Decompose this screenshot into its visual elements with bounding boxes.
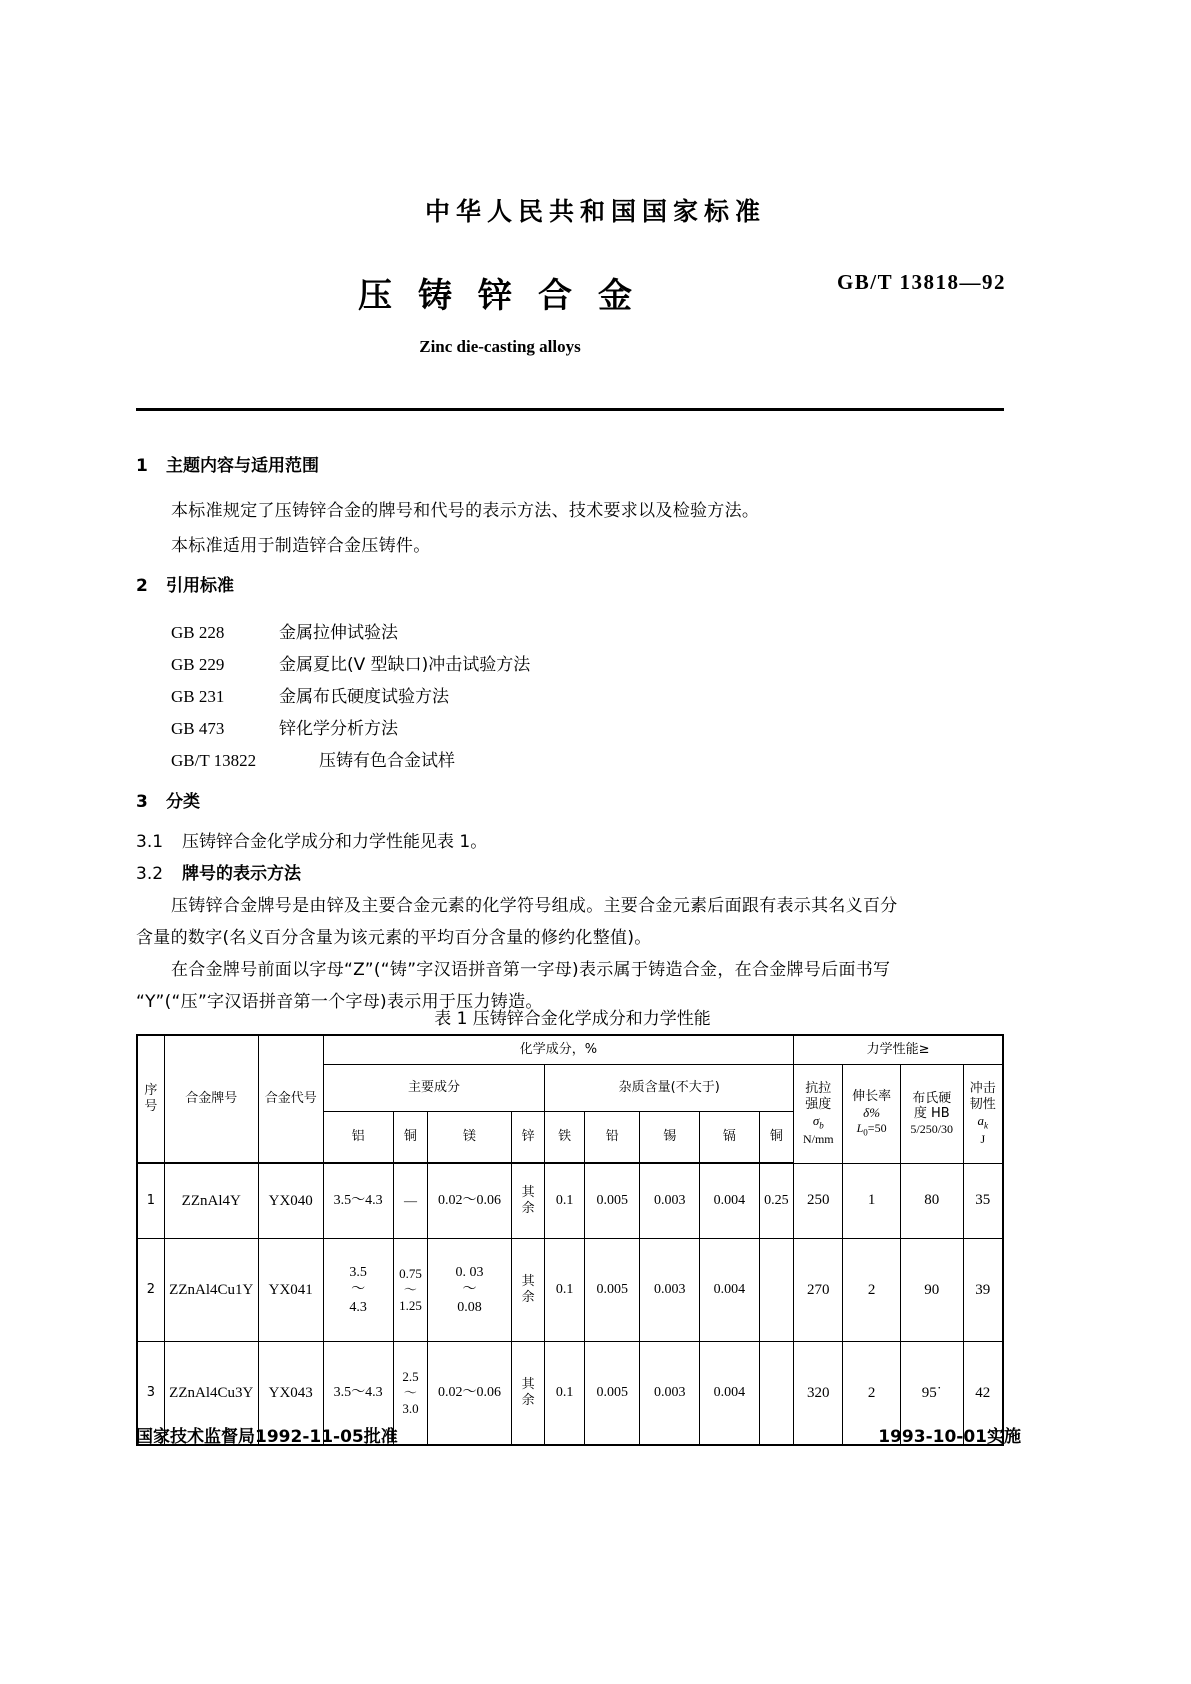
alloy-specification-table <box>136 1034 1004 1446</box>
cell-cu-line1: 2.5 <box>402 1369 419 1385</box>
section-1-paragraph-1: 本标准规定了压铸锌合金的牌号和代号的表示方法、技术要求以及检验方法。 <box>171 501 760 521</box>
cell-fe: 0.1 <box>545 1163 585 1239</box>
cell-tensile: 270 <box>794 1239 843 1342</box>
elongation-cond-pre: L <box>856 1120 864 1135</box>
impact-line2: 韧性 <box>969 1097 996 1113</box>
section-2-heading <box>136 571 234 596</box>
page-title: 压铸锌合金 <box>358 276 658 316</box>
page-title-english: Zinc die-casting alloys <box>419 337 581 356</box>
cell-index: 3 <box>137 1342 164 1446</box>
header-main-components: 主要成分 <box>323 1065 545 1112</box>
subsection-3-2-paragraph-2-line-2: “Y”(“压”字汉语拼音第一个字母)表示用于压力铸造。 <box>136 992 543 1012</box>
cell-mg <box>428 1239 512 1342</box>
cell-fe: 0.1 <box>545 1239 585 1342</box>
header-element-cd: 镉 <box>700 1112 760 1164</box>
cell-zn <box>511 1239 544 1342</box>
cell-pb: 0.005 <box>585 1163 640 1239</box>
cell-alloy-grade: ZZnAl4Cu1Y <box>164 1239 258 1342</box>
header-element-sn: 锡 <box>640 1112 700 1164</box>
impact-symbol: a <box>977 1113 985 1129</box>
cell-cd: 0.004 <box>700 1342 760 1446</box>
cell-impact: 35 <box>963 1163 1003 1239</box>
header-element-zn: 锌 <box>511 1112 544 1164</box>
header-element-fe: 铁 <box>545 1112 585 1164</box>
cell-cu-main <box>393 1239 428 1342</box>
cell-mg-line1: 0. 03 <box>455 1265 484 1281</box>
reference-title: 金属布氏硬度试验方法 <box>279 687 449 707</box>
cell-zn-line1: 其 <box>521 1274 535 1290</box>
cell-mg: 0.02～0.06 <box>428 1163 512 1239</box>
header-impurity-content: 杂质含量(不大于) <box>545 1065 794 1112</box>
header-element-mg: 镁 <box>428 1112 512 1164</box>
cell-cu-main: — <box>393 1163 428 1239</box>
cell-cd: 0.004 <box>700 1163 760 1239</box>
cell-zn-line2: 余 <box>521 1393 535 1408</box>
header-element-al: 铝 <box>323 1112 393 1164</box>
cell-hardness: 90 <box>900 1239 963 1342</box>
subsection-3-2-paragraph-2-line-1: 在合金牌号前面以字母“Z”(“铸”字汉语拼音第一字母)表示属于铸造合金，在合金牌号后面书写 <box>171 960 891 980</box>
cell-alloy-grade: ZZnAl4Cu3Y <box>164 1342 258 1446</box>
cell-alloy-code: YX041 <box>258 1239 323 1342</box>
reference-item-5 <box>171 746 455 771</box>
header-chemical-composition: 化学成分，% <box>323 1035 794 1065</box>
header-index-line2: 号 <box>144 1099 158 1114</box>
cell-tensile: 320 <box>794 1342 843 1446</box>
header-alloy-grade: 合金牌号 <box>164 1035 258 1163</box>
table-row <box>137 1163 1003 1239</box>
header-divider <box>136 408 1004 411</box>
cell-mg-line2: ～ <box>462 1282 477 1298</box>
header-element-cu-impurity: 铜 <box>759 1112 794 1164</box>
national-standard-header: 中华人民共和国国家标准 <box>424 197 766 226</box>
cell-cu-impurity <box>759 1239 794 1342</box>
reference-item-3 <box>171 682 449 707</box>
cell-al-line2: ～ <box>351 1282 366 1298</box>
reference-title: 压铸有色合金试样 <box>319 751 455 771</box>
tensile-unit: N/mm <box>802 1131 834 1146</box>
subsection-3-1-text: 压铸锌合金化学成分和力学性能见表 1。 <box>182 832 488 852</box>
cell-sn: 0.003 <box>640 1342 700 1446</box>
elongation-line1: 伸长率 <box>852 1089 892 1105</box>
cell-pb: 0.005 <box>585 1239 640 1342</box>
cell-al: 3.5～4.3 <box>323 1342 393 1446</box>
header-impact-toughness <box>963 1065 1003 1164</box>
hardness-condition: 5/250/30 <box>910 1122 954 1137</box>
reference-title: 锌化学分析方法 <box>279 719 398 739</box>
cell-mg: 0.02～0.06 <box>428 1342 512 1446</box>
cell-zn-line2: 余 <box>521 1201 535 1216</box>
impact-line1: 冲击 <box>969 1081 996 1097</box>
cell-cu-impurity: 0.25 <box>759 1163 794 1239</box>
cell-al-line3: 4.3 <box>349 1299 367 1315</box>
section-1-heading <box>136 451 319 476</box>
reference-title: 金属拉伸试验法 <box>279 623 398 643</box>
cell-sn: 0.003 <box>640 1163 700 1239</box>
impact-unit: J <box>980 1131 986 1146</box>
cell-alloy-code: YX040 <box>258 1163 323 1239</box>
reference-code: GB 473 <box>171 719 225 738</box>
header-brinell-hardness <box>900 1065 963 1164</box>
tensile-line2: 强度 <box>805 1097 832 1113</box>
reference-code: GB 231 <box>171 687 225 706</box>
header-elongation <box>843 1065 901 1164</box>
cell-al-line1: 3.5 <box>349 1265 367 1281</box>
cell-cu-line3: 3.0 <box>402 1400 419 1416</box>
cell-elongation: 2 <box>843 1342 901 1446</box>
cell-index: 2 <box>137 1239 164 1342</box>
footer-approval: 国家技术监督局1992-11-05批准 <box>136 1427 398 1447</box>
header-mechanical-properties: 力学性能≥ <box>794 1035 1003 1065</box>
cell-cu-line1: 0.75 <box>399 1266 422 1282</box>
section-2-title: 引用标准 <box>166 576 234 596</box>
cell-impact: 42 <box>963 1342 1003 1446</box>
section-2-number: 2 <box>136 576 148 596</box>
cell-elongation: 1 <box>843 1163 901 1239</box>
cell-sn: 0.003 <box>640 1239 700 1342</box>
cell-zn <box>511 1342 544 1446</box>
cell-cu-line2: ～ <box>403 1282 417 1298</box>
reference-code: GB 228 <box>171 623 225 642</box>
section-3-number: 3 <box>136 792 148 812</box>
subsection-3-1 <box>136 827 487 852</box>
cell-cu-main <box>393 1342 428 1446</box>
reference-code: GB 229 <box>171 655 225 674</box>
footer-effective-date: 1993-10-01实施 <box>878 1427 1021 1447</box>
elongation-cond-post: =50 <box>867 1120 887 1135</box>
header-index <box>137 1035 164 1163</box>
subsection-3-1-number: 3.1 <box>136 832 164 852</box>
cell-al: 3.5～4.3 <box>323 1163 393 1239</box>
cell-hardness: 95˙ <box>900 1342 963 1446</box>
cell-fe: 0.1 <box>545 1342 585 1446</box>
cell-cu-line3: 1.25 <box>399 1297 422 1313</box>
tensile-line1: 抗拉 <box>805 1081 832 1097</box>
elongation-symbol: δ% <box>863 1105 881 1121</box>
cell-pb: 0.005 <box>585 1342 640 1446</box>
cell-hardness: 80 <box>900 1163 963 1239</box>
reference-item-4 <box>171 714 398 739</box>
cell-zn-line1: 其 <box>521 1377 535 1393</box>
cell-cu-impurity <box>759 1342 794 1446</box>
section-1-paragraph-2: 本标准适用于制造锌合金压铸件。 <box>171 536 431 556</box>
section-1-title: 主题内容与适用范围 <box>166 456 319 476</box>
subsection-3-2-number: 3.2 <box>136 864 164 884</box>
subsection-3-2-paragraph-1-line-2: 含量的数字(名义百分含量为该元素的平均百分含量的修约化整值)。 <box>136 928 652 948</box>
cell-elongation: 2 <box>843 1239 901 1342</box>
reference-title: 金属夏比(V 型缺口)冲击试验方法 <box>279 655 531 675</box>
cell-al <box>323 1239 393 1342</box>
elongation-cond-sub: 0 <box>863 1127 868 1138</box>
section-3-title: 分类 <box>166 792 200 812</box>
header-element-cu-main: 铜 <box>393 1112 428 1164</box>
hardness-line1: 布氏硬 <box>912 1090 952 1106</box>
header-index-line1: 序 <box>144 1083 158 1099</box>
header-tensile-strength <box>794 1065 843 1164</box>
hardness-line2: 度 HB <box>913 1106 950 1122</box>
subsection-3-2-title: 牌号的表示方法 <box>182 864 301 884</box>
cell-index: 1 <box>137 1163 164 1239</box>
section-3-heading <box>136 787 200 812</box>
cell-impact: 39 <box>963 1239 1003 1342</box>
cell-tensile: 250 <box>794 1163 843 1239</box>
reference-code: GB/T 13822 <box>171 751 257 770</box>
table-row <box>137 1239 1003 1342</box>
subsection-3-2 <box>136 859 301 884</box>
reference-item-2 <box>171 650 530 675</box>
impact-symbol-sub: k <box>984 1120 989 1131</box>
cell-cd: 0.004 <box>700 1239 760 1342</box>
cell-zn-line2: 余 <box>521 1290 535 1305</box>
table-caption: 表 1 压铸锌合金化学成分和力学性能 <box>434 1009 711 1029</box>
table-header-groups <box>137 1035 1003 1065</box>
standard-number: GB/T 13818—92 <box>836 270 1006 294</box>
section-1-number: 1 <box>136 456 148 476</box>
cell-alloy-grade: ZZnAl4Y <box>164 1163 258 1239</box>
header-element-pb: 铅 <box>585 1112 640 1164</box>
header-alloy-code: 合金代号 <box>258 1035 323 1163</box>
tensile-symbol-sub: b <box>819 1120 824 1131</box>
subsection-3-2-paragraph-1-line-1: 压铸锌合金牌号是由锌及主要合金元素的化学符号组成。主要合金元素后面跟有表示其名义百分 <box>171 896 898 916</box>
cell-zn-line1: 其 <box>521 1185 535 1201</box>
cell-alloy-code: YX043 <box>258 1342 323 1446</box>
cell-zn <box>511 1163 544 1239</box>
cell-cu-line2: ～ <box>403 1385 417 1401</box>
reference-item-1 <box>171 618 398 643</box>
cell-mg-line3: 0.08 <box>457 1299 482 1315</box>
tensile-symbol: σ <box>812 1113 820 1129</box>
